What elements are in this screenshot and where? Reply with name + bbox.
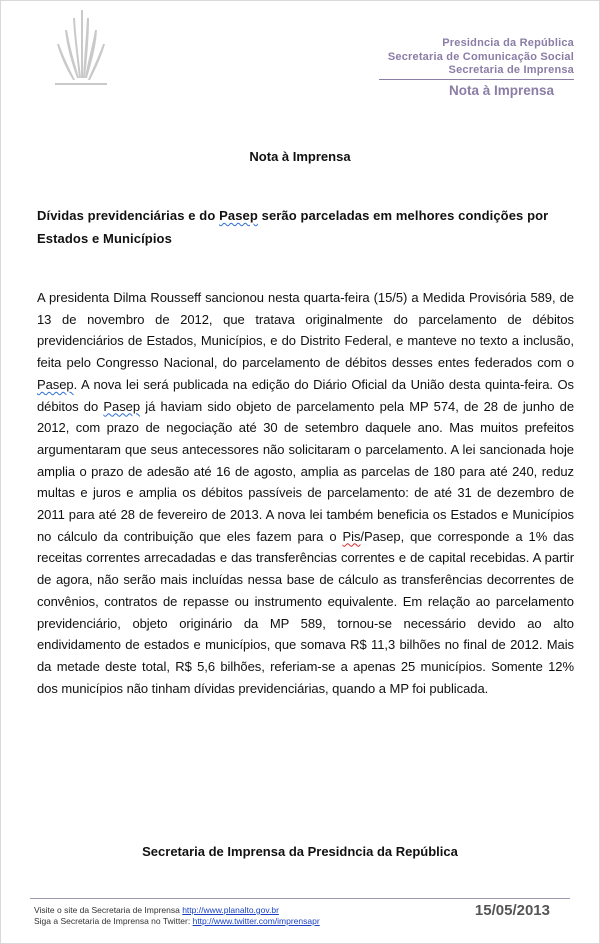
body-part-4: /Pasep, que corresponde a 1% das receitas correntes arrecadadas e das transferências correntes e de capital recebidas. A partir de agora, não serão mais incluídas nessa base de cálculo as transferências decorrentes de convênios, contratos de repasse ou instrumento equivalente. Em relação ao parcelamento previdenciário, objeto originário da MP 589, tornou-se necessário devido ao alto endividamento de estados e municípios, que somava R$ 11,3 bilhões no final de 2012. Mais da metade deste total, R$ 5,6 bilhões, referiam-se a apenas 25 municípios. Somente 12% dos municípios não tinham dívidas previdenciárias, quando a MP foi publicada.: [37, 528, 574, 696]
footer-twitter-link[interactable]: http://www.twitter.com/imprensapr: [192, 916, 320, 926]
signature: Secretaria de Imprensa da Presidncia da República: [142, 844, 458, 859]
footer-site-link[interactable]: http://www.planalto.gov.br: [182, 905, 279, 915]
footer-divider: [30, 898, 570, 899]
headline-suffix: serão parceladas em melhores condições por Estados e Municípios: [37, 208, 549, 246]
body-part-3: já haviam sido objeto de parcelamento pela MP 574, de 28 de junho de 2012, com prazo de negociação até 30 de setembro daquele ano. Mas muitos prefeitos argumentaram que seus antecessores não solicitaram o parcelamento. A lei sancionada hoje amplia o prazo de adesão até 16 de agosto, amplia as parcelas de 180 para até 240, reduz multas e juros e amplia os débitos passíveis de parcelamento: de até 31 de dezembro de 2011 para até 28 de fevereiro de 2013. A nova lei também beneficia os Estados e Municípios no cálculo da contribuição que eles fazem para o: [37, 398, 574, 544]
planalto-logo-icon: [55, 8, 107, 90]
footer-site-text: Visite o site da Secretaria de Imprensa: [34, 905, 183, 915]
body-paragraph: [37, 287, 574, 699]
header-divider: [379, 79, 574, 80]
headline: [37, 204, 574, 250]
header-badge: Nota à Imprensa: [448, 83, 554, 98]
footer-twitter-text: Siga a Secretaria de Imprensa no Twitter:: [34, 916, 193, 926]
footer-line-site: [34, 905, 320, 916]
document-title: Nota à Imprensa: [249, 149, 351, 164]
body-pis: Pis: [342, 528, 361, 544]
footer-links: [34, 905, 320, 927]
footer-line-twitter: [34, 916, 320, 927]
body-pasep-2: Pasep: [103, 398, 141, 414]
header-org-presidency: Presidncia da República: [442, 37, 574, 49]
footer-date: 15/05/2013: [474, 902, 550, 919]
headline-prefix: Dívidas previdenciárias e do: [37, 208, 220, 223]
header-organization: [388, 37, 574, 78]
body-pasep-1: Pasep: [37, 376, 74, 392]
body-part-1: A presidenta Dilma Rousseff sancionou nesta quarta-feira (15/5) a Medida Provisória 589, de 13 de novembro de 2012, que tratava originalmente do parcelamento de débitos previdenciários de Estados, Municípios, e do Distrito Federal, e manteve no texto a inclusão, feita pelo Congresso Nacional, do parcelamento de débitos desses entes federados com o: [37, 290, 574, 371]
header-org-communication: Secretaria de Comunicação Social: [387, 50, 574, 63]
header-org-press: Secretaria de Imprensa: [448, 64, 574, 76]
body-part-2: . A nova lei será publicada na edição do Diário Oficial da União desta quinta-feira. Os débitos do: [37, 376, 574, 414]
headline-pasep: Pasep: [219, 208, 258, 223]
